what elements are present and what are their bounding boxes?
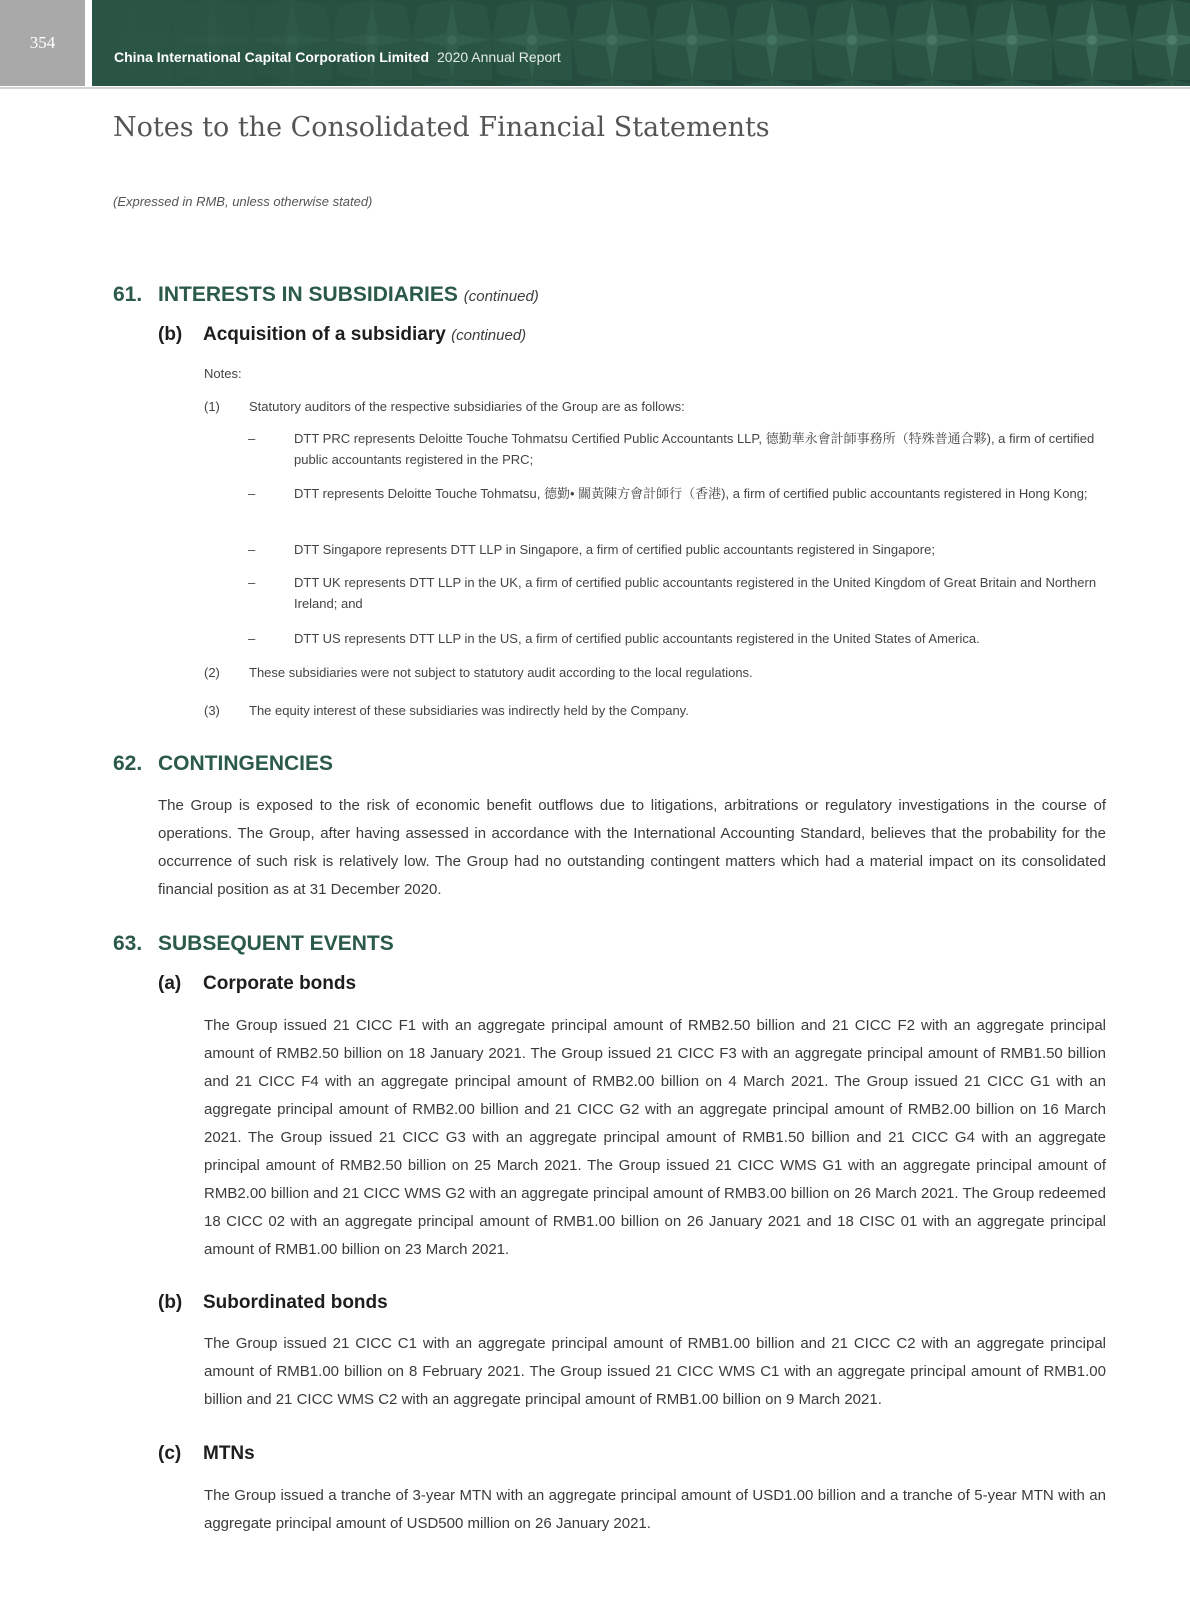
continued-label: (continued) [463, 288, 539, 305]
decorative-pattern [92, 0, 1190, 86]
subsection-63a-heading [158, 973, 356, 995]
list-item-text: DTT Singapore represents DTT LLP in Singapore, a firm of certified public accountants registered in Singapore; [294, 542, 935, 557]
subsection-label: (b) [158, 324, 183, 345]
note-number: (3) [204, 703, 220, 718]
subsection-title: Corporate bonds [203, 973, 357, 994]
list-item [248, 539, 1106, 560]
subsection-63c-heading [158, 1443, 255, 1465]
bullet-dash: – [248, 431, 256, 446]
section-number: 61. [113, 283, 143, 306]
subsection-label: (b) [158, 1292, 183, 1313]
list-item [248, 572, 1106, 614]
page-title: Notes to the Consolidated Financial Statements [113, 112, 770, 143]
currency-note: (Expressed in RMB, unless otherwise stated) [113, 194, 373, 209]
subordinated-bonds-paragraph: The Group issued 21 CICC C1 with an aggregate principal amount of RMB1.00 billion and 21 CICC C2 with an aggregate principal amount of RMB1.00 billion on 8 February 2021. The Group issued 21 CICC WMS C1 with an aggregate principal amount of RMB1.00 billion and 21 CICC WMS C2 with an aggregate principal amount of RMB1.00 billion on 9 March 2021. [204, 1335, 1106, 1408]
company-name: China International Capital Corporation Limited [114, 49, 430, 65]
note-2 [204, 662, 1104, 683]
notes-label: Notes: [204, 366, 242, 381]
list-item-text: DTT represents Deloitte Touche Tohmatsu, 德勤• 關黃陳方會計師行（香港), a firm of certified public accountants registered in Hong Kong; [294, 486, 1088, 501]
header-divider [85, 0, 92, 86]
header-rule [0, 87, 1190, 89]
bullet-dash: – [248, 542, 256, 557]
note-number: (1) [204, 399, 220, 414]
list-item [248, 628, 1106, 649]
subsection-title: Subordinated bonds [203, 1292, 388, 1313]
section-61-heading [113, 283, 539, 307]
subsection-63b-heading [158, 1292, 388, 1314]
section-number: 62. [113, 752, 143, 775]
section-title: CONTINGENCIES [158, 752, 334, 775]
bullet-dash: – [248, 486, 256, 501]
subsection-title: Acquisition of a subsidiary [203, 324, 446, 345]
page-number: 354 [0, 0, 85, 86]
header-text [114, 49, 561, 65]
list-item-text: DTT UK represents DTT LLP in the UK, a firm of certified public accountants registered in the United Kingdom of Great Britain and Northern Ireland; and [294, 575, 1097, 611]
list-item-text: DTT US represents DTT LLP in the US, a firm of certified public accountants registered in the United States of America. [294, 631, 980, 646]
section-number: 63. [113, 932, 143, 955]
list-item [248, 428, 1106, 470]
section-62-heading [113, 752, 333, 776]
note-3 [204, 700, 1104, 721]
note-text: The equity interest of these subsidiaries was indirectly held by the Company. [249, 703, 689, 718]
section-title: INTERESTS IN SUBSIDIARIES [158, 283, 458, 306]
contingencies-paragraph: The Group is exposed to the risk of economic benefit outflows due to litigations, arbitrations or regulatory investigations in the course of operations. The Group, after having assessed in accordance with the International Accounting Standard, believes that the probability for the occurrence of such risk is relatively low. The Group had no outstanding contingent matters which had a material impact on its consolidated financial position as at 31 December 2020. [158, 797, 1106, 898]
section-63-heading [113, 932, 394, 956]
list-item [248, 483, 1106, 504]
report-name: 2020 Annual Report [437, 49, 561, 65]
note-text: These subsidiaries were not subject to statutory audit according to the local regulations. [249, 665, 753, 680]
note-1 [204, 396, 1104, 417]
bullet-dash: – [248, 631, 256, 646]
continued-label: (continued) [451, 327, 527, 344]
list-item-text: DTT PRC represents Deloitte Touche Tohmatsu Certified Public Accountants LLP, 德勤華永會計師事務所（特殊普通合夥), a firm of certified public accountants registered in the PRC; [294, 431, 1095, 467]
bullet-dash: – [248, 575, 256, 590]
corporate-bonds-paragraph: The Group issued 21 CICC F1 with an aggregate principal amount of RMB2.50 billion and 21 CICC F2 with an aggregate principal amount of RMB2.50 billion on 18 January 2021. The Group issued 21 CICC F3 with an aggregate principal amount of RMB1.50 billion and 21 CICC F4 with an aggregate principal amount of RMB2.00 billion on 4 March 2021. The Group issued 21 CICC G1 with an aggregate principal amount of RMB2.00 billion and 21 CICC G2 with an aggregate principal amount of RMB2.00 billion on 16 March 2021. The Group issued 21 CICC G3 with an aggregate principal amount of RMB1.50 billion and 21 CICC G4 with an aggregate principal amount of RMB2.50 billion on 25 March 2021. The Group issued 21 CICC WMS G1 with an aggregate principal amount of RMB2.00 billion and 21 CICC WMS G2 with an aggregate principal amount of RMB3.00 billion on 26 March 2021. The Group redeemed 18 CICC 02 with an aggregate principal amount of RMB1.00 billion on 26 January 2021 and 18 CISC 01 with an aggregate principal amount of RMB1.00 billion on 23 March 2021. [204, 1017, 1106, 1258]
section-title: SUBSEQUENT EVENTS [158, 932, 394, 955]
subsection-61b-heading [158, 324, 526, 346]
subsection-label: (c) [158, 1443, 182, 1464]
mtns-paragraph: The Group issued a tranche of 3-year MTN with an aggregate principal amount of USD1.00 billion and a tranche of 5-year MTN with an aggregate principal amount of USD500 million on 26 January 2021. [204, 1487, 1106, 1532]
note-number: (2) [204, 665, 220, 680]
header-banner [92, 0, 1190, 86]
subsection-title: MTNs [203, 1443, 255, 1464]
note-text: Statutory auditors of the respective subsidiaries of the Group are as follows: [249, 399, 685, 414]
subsection-label: (a) [158, 973, 182, 994]
